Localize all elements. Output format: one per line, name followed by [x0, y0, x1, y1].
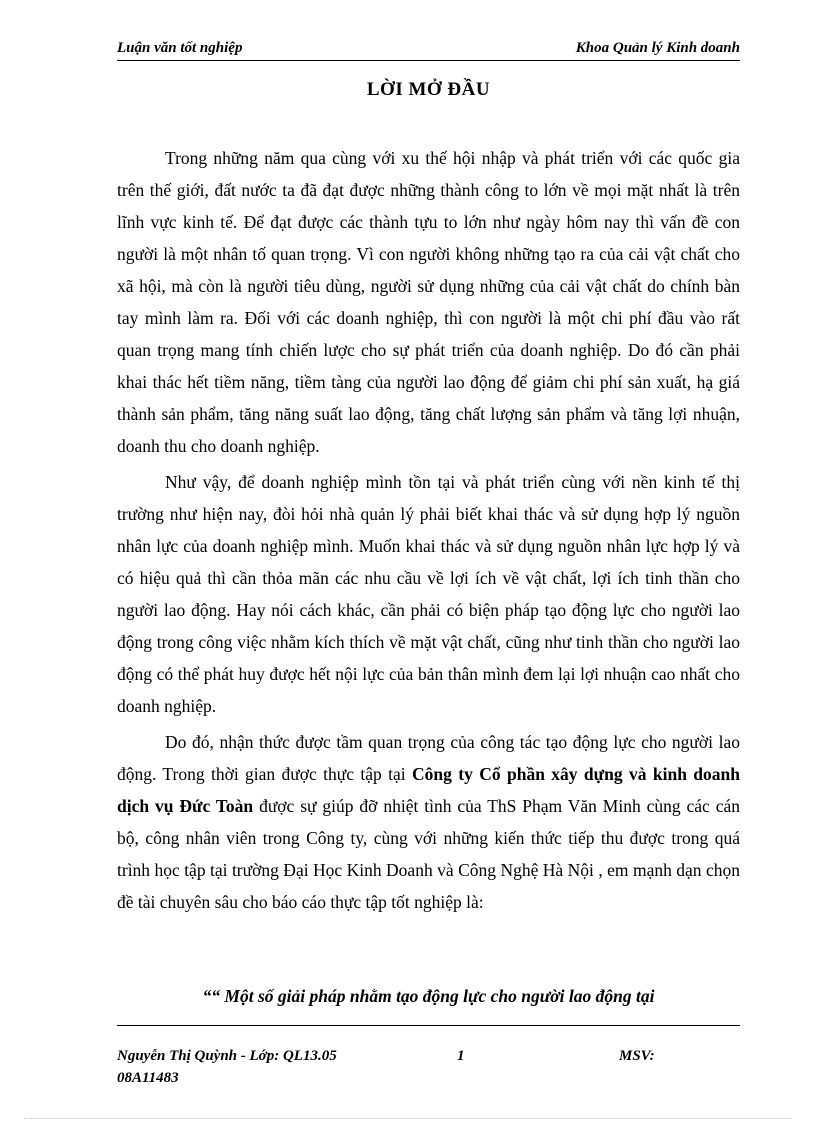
- footer-msv-number: 08A11483: [117, 1070, 179, 1086]
- footer-msv-label: MSV:: [619, 1048, 655, 1064]
- page-title: LỜI MỞ ĐẦU: [366, 79, 491, 100]
- body-text: [117, 142, 740, 920]
- header-left-text: Luận văn tốt nghiệp: [117, 40, 243, 56]
- paragraph-3-part-a: Do đó, nhận thức được tầm quan trọng của công tác tạo động lực cho người lao động. Trong thời gian được thực tập tại: [117, 732, 740, 784]
- paragraph-3: [117, 726, 740, 918]
- paragraph-1: Trong những năm qua cùng với xu thế hội nhập và phát triển với các quốc gia trên thế giới, đất nước ta đã đạt được những thành công to lớn về mọi mặt nhất là trên lĩnh vực kinh tế. Để đạt được các thành tựu to lớn như ngày hôm nay thì vấn đề con người là một nhân tố quan trọng. Vì con người không những tạo ra của cải vật chất cho xã hội, mà còn là người tiêu dùng, người sử dụng những của cải vật chất do chính bàn tay mình làm ra. Đối với các doanh nghiệp, thì con người là một chi phí đầu vào rất quan trọng mang tính chiến lược cho sự phát triển của doanh nghiệp. Do đó cần phải khai thác hết tiềm năng, tiềm tàng của người lao động để giảm chi phí sản xuất, hạ giá thành sản phẩm, tăng năng suất lao động, tăng chất lượng sản phẩm và tăng lợi nhuận, doanh thu cho doanh nghiệp.: [117, 148, 740, 456]
- footer-divider: [117, 1025, 740, 1026]
- header-right-text: Khoa Quản lý Kinh doanh: [575, 40, 740, 56]
- company-name: Công ty Cổ phần xây dựng và kinh doanh dịch vụ Đức Toàn: [117, 764, 741, 816]
- page-header: [117, 40, 740, 61]
- footer-author: Nguyễn Thị Quỳnh - Lớp: QL13.05: [117, 1048, 337, 1064]
- paragraph-2: Như vậy, để doanh nghiệp mình tồn tại và phát triển cùng với nền kinh tế thị trường như hiện nay, đòi hỏi nhà quản lý phải biết khai thác và sử dụng hợp lý nguồn nhân lực của doanh nghiệp mình. Muốn khai thác và sử dụng nguồn nhân lực hợp lý và có hiệu quả thì cần thỏa mãn các nhu cầu về lợi ích về vật chất, lợi ích tinh thần cho người lao động. Hay nói cách khác, cần phải có biện pháp tạo động lực cho người lao động trong công việc nhằm kích thích về mặt vật chất, cũng như tinh thần cho người lao động có thể phát huy được hết nội lực của bản thân mình đem lại lợi nhuận cao nhất cho doanh nghiệp.: [117, 472, 740, 716]
- footer-page-number: 1: [457, 1048, 465, 1064]
- page-bottom-dotted-line: [24, 1118, 792, 1119]
- paragraph-3-part-b: được sự giúp đỡ nhiệt tình của ThS Phạm Văn Minh cùng các cán bộ, công nhân viên trong Công ty, cùng với những kiến thức tiếp thu được trong quá trình học tập tại trường Đại Học Kinh Doanh và Công Nghệ Hà Nội , em mạnh dạn chọn đề tài chuyên sâu cho báo cáo thực tập tốt nghiệp là:: [117, 796, 740, 912]
- thesis-topic: ““ Một số giải pháp nhằm tạo động lực cho người lao động tại: [202, 986, 655, 1006]
